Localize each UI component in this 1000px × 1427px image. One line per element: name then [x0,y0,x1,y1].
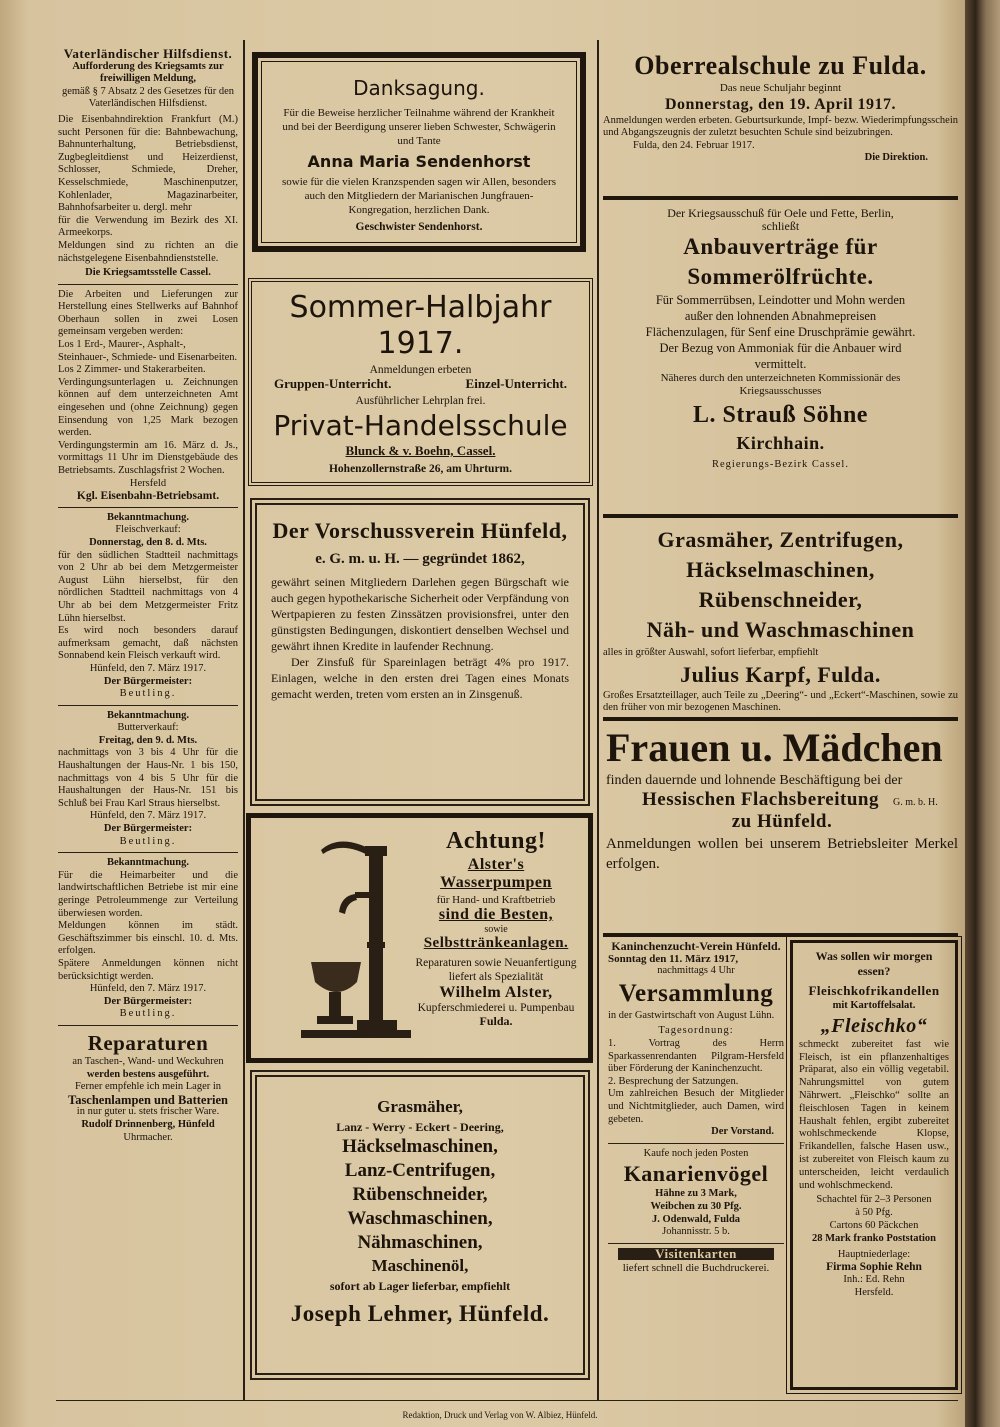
hilfsdienst-text: Die Eisenbahndirektion Frankfurt (M.) sucht Personen für die: Bahnbewachung, Bahnunterhaltung, Betriebsdienst, Zugbegleitdienst und Heizerdienst, Schlosser, Schmiede, Dreher, Kesselschmiede, Maschinenputzer, Kohlenlader, Magazinarbeiter, Bahnhofsarbeiter u. dergl. mehr [58,113,238,214]
kaninchen-item-3: Um zahlreichen Besuch der Mitglieder und Nichtmitglieder, auch Damen, wird gebeten. [608,1088,784,1125]
fleischko-city: Hersfeld. [854,1286,894,1298]
divider-thick [603,514,958,518]
flachs-name: Hessischen Flachsbereitung [642,789,879,810]
kanarien-title: Kanarienvögel [623,1161,769,1187]
fleischko-sub: mit Kartoffelsalat. [832,1000,916,1011]
column-rule-1 [243,40,245,1400]
flachs-name-row [606,789,958,810]
alster-for: für Hand- und Kraftbetrieb [436,894,556,906]
oberrealschule-text: Anmeldungen werden erbeten. Geburtsurkunde, Impf- bezw. Wiederimpfungsschein und Abgangszeugnis der zuletzt besuchten Schule sind beizubringen. [603,114,958,139]
bek3-place: Hünfeld, den 7. März 1917. [89,983,207,995]
lehmer-name: Joseph Lehmer, Hünfeld. [290,1301,550,1326]
lehmer-line-4: Lanz-Centrifugen, [344,1160,496,1181]
bek3-name: Beutling. [119,1008,177,1020]
bek3-title: Bekanntmachung. [107,857,189,869]
flachs-city: zu Hünfeld. [731,810,833,832]
karpf-name: Julius Karpf, Fulda. [680,661,881,687]
danksagung-text: Für die Beweise herzlicher Teilnahme während der Krankheit und bei der Beerdigung unserer lieben Schwester, Schwägerin und Tante [282,107,556,147]
divider [608,1143,784,1144]
hersfeld-place: Hersfeld [129,477,167,489]
lehmer-line-6: Waschmaschinen, [347,1208,493,1229]
divider-thick [603,717,958,721]
danksagung-signature: Geschwister Sendenhorst. [355,221,483,233]
bek1-subtitle: Fleischverkauf: [115,524,181,536]
frauen-text2: Anmeldungen wollen bei unserem Betriebsleiter Merkel erfolgen. [606,835,958,872]
footer-imprint: Redaktion, Druck und Verlag von W. Albiez, Hünfeld. [402,1410,598,1420]
handelsschule-types [262,376,579,392]
column-1 [58,48,238,1144]
alster-city: Fulda. [479,1014,513,1028]
bek1-name: Beutling. [119,688,177,700]
reparaturen-title: Reparaturen [87,1030,209,1055]
alster-title: Achtung! [445,828,546,854]
divider [58,1025,238,1026]
danksagung-text2: sowie für die vielen Kranzspenden sagen wir Allen, besonders auch den Mitgliedern der Marianischen Jungfrauen-Kongregation, herzlichen Dank. [281,176,556,216]
fleischko-text: schmeckt zubereitet fast wie Fleisch, ist ein pflanzenhaltiges Präparat, also ein völlig vegetabil. Nahrungsmittel von gutem Nährwert. „Fleischko“ sollte an fleischlosen Tagen in keinem Haushalt fehlen, ergibt zubereitet wohlschmeckende Klopse, Frikandellen, falsche Hasen usw., ist zubereitet von Fleisch kaum zu unterscheiden, leicht verdaulich und wohlschmeckend. [799,1038,949,1191]
vorschussverein-text2: Der Zinsfuß für Spareinlagen beträgt 4% pro 1917. Einlagen, welche in den ersten drei Tagen eines Monats gemacht werden, treten vom ersten an in Zinsgenuß. [271,655,569,701]
kaninchen-agenda: Tagesordnung: [658,1025,734,1037]
karpf-line-5: Großes Ersatzteillager, auch Teile zu „Deering“- und „Eckert“-Maschinen, sowie zu den früher von mir bezogenen Maschinen. [603,689,958,714]
fleischko-question: Was sollen wir morgen essen? [815,949,933,978]
hilfsdienst-title: Vaterländischer Hilfsdienst. [63,46,233,61]
kaninchen-time: nachmittags 4 Uhr [657,965,735,977]
hilfsdienst-area: für die Verwendung im Bezirk des XI. Armeekorps. [58,214,238,239]
bek1-place: Hünfeld, den 7. März 1917. [89,662,207,674]
bek1-note: Es wird noch besonders darauf aufmerksam gemacht, daß nächsten Sonnabend kein Fleisch verkauft wird. [58,625,238,662]
fleischko-owner: Inh.: Ed. Rehn [843,1274,905,1286]
fleischko-ad [790,940,958,1390]
visitenkarten-title: Visitenkarten [618,1248,774,1261]
handelsschule-ad [248,278,593,486]
kriegsausschuss-text: Für Sommerrübsen, Leindotter und Mohn werden außer den lohnenden Abnahmepreisen Flächenzulagen, für Senf eine Druschprämie gewährt. Der Bezug von Ammoniak für die Anbauer wird vermittelt. [645,293,916,372]
lehmer-line-3: Häckselmaschinen, [342,1136,498,1157]
bek1-text: für den südlichen Stadtteil nachmittags von 2 Uhr ab bei dem Metzgermeister August Lühn hierselbst, für den nördlichen Stadtteil nachmittags von 4 Uhr ab bei dem Metzgermeister Fritz Lühn hierselbst. [58,549,238,624]
strauss-city: Kirchhain. [736,433,825,454]
reparaturen-text5: in nur guter u. stets frischer Ware. [76,1106,220,1118]
kaninchen-head: Kaninchenzucht-Verein Hünfeld. [611,939,781,953]
kaninchen-ad [608,940,784,1275]
fleischko-firm: Firma Sophie Rehn [826,1261,922,1274]
kaninchen-item-1: 1. Vortrag des Herrn Sparkassenrendanten Pilgram-Hersfeld über Förderung der Kaninchenzucht. [608,1037,784,1075]
kriegsausschuss-ad [603,207,958,472]
alster-self: Selbsttränkeanlagen. [423,935,569,951]
fleischko-depot: Hauptniederlage: [837,1248,911,1260]
lehmer-line-7: Nähmaschinen, [357,1232,483,1253]
bek1-sig: Der Bürgermeister: [103,675,193,687]
karpf-line-4: alles in größter Auswahl, sofort lieferbar, empfiehlt [603,647,819,658]
kriegsausschuss-head: Der Kriegsausschuß für Oele und Fette, Berlin, [667,206,894,220]
bek2-place: Hünfeld, den 7. März 1917. [89,810,207,822]
handelsschule-owner: Blunck & v. Boehn, Cassel. [345,443,496,458]
handelsschule-reg: Anmeldungen erbeten [369,364,472,376]
oberrealschule-place: Fulda, den 24. Februar 1917. [633,139,755,151]
divider [58,705,238,706]
hilfsdienst-subtitle: Aufforderung des Kriegsamts zur freiwilligen Meldung, [72,60,224,85]
reparaturen-text4: Taschenlampen und Batterien [68,1092,228,1107]
lehmer-line-5: Rübenschneider, [352,1184,488,1205]
reparaturen-text2: werden bestens ausgeführt. [86,1068,210,1080]
divider-thick [603,933,958,937]
handelsschule-addr: Hohenzollernstraße 26, am Uhrturm. [328,463,513,475]
danksagung-name: Anna Maria Sendenhorst [307,152,531,171]
drinnenberg-trade: Uhrmacher. [123,1131,173,1143]
vorschussverein-title: Der Vorschussverein Hünfeld, [272,518,568,543]
kriegsausschuss-schliesst: schließt [761,218,800,233]
danksagung-ad [252,52,586,252]
lehmer-ad [250,1070,590,1380]
verdingung-termin: Verdingungstermin am 16. März d. Js., vormittags 11 Uhr im Dienstgebäude des Betriebsamts. Zuschlagsfrist 2 Wochen. [58,439,238,476]
vorschussverein-sub: e. G. m. u. H. — gegründet 1862, [315,551,525,567]
karpf-ad [603,525,958,715]
danksagung-title: Danksagung. [353,76,485,100]
reparaturen-text1: an Taschen-, Wand- und Weckuhren [72,1055,224,1067]
divider [58,507,238,508]
bek2-title: Bekanntmachung. [107,709,189,721]
bek1-date: Donnerstag, den 8. d. Mts. [89,536,207,548]
alster-trade: Kupferschmiederei u. Pumpenbau [417,1002,575,1014]
hilfsdienst-law: gemäß § 7 Absatz 2 des Gesetzes für den Vaterländischen Hilfsdienst. [61,85,235,110]
hilfsdienst-contact: Meldungen sind zu richten an die nächstgelegene Eisenbahndienststelle. [58,239,238,264]
fleischko-brand: „Fleischko“ [820,1014,928,1037]
kanarien-text2: Hähne zu 3 Mark, [655,1188,737,1200]
oberrealschule-ad [603,50,958,165]
lehmer-line-2: Lanz - Werry - Eckert - Deering, [336,1120,504,1134]
divider [58,852,238,853]
karpf-line-3: Näh- und Waschmaschinen [646,617,915,642]
alster-rep: Reparaturen sowie Neuanfertigung liefert als Spezialität [415,957,577,983]
divider [608,1243,784,1244]
reparaturen-text3: Ferner empfehle ich mein Lager in [74,1081,222,1093]
alster-sowie: sowie [484,924,508,935]
kanarien-text3: Weibchen zu 30 Pfg. [650,1200,742,1212]
strauss-name: L. Strauß Söhne [693,402,868,429]
los-2: Los 2 Zimmer- und Stakerarbeiten. [58,364,206,376]
einzel-unterricht: Einzel-Unterricht. [465,376,567,391]
water-pump-illustration [281,832,421,1052]
frauen-text1: finden dauernde und lohnende Beschäftigung bei der [606,773,903,788]
kriegsausschuss-title: Anbauverträge für Sommerölfrüchte. [683,234,878,290]
strauss-region: Regierungs-Bezirk Cassel. [712,459,849,471]
eisenbahn-signature: Kgl. Eisenbahn-Betriebsamt. [76,490,220,503]
kaninchen-item-2: 2. Besprechung der Satzungen. [608,1075,739,1087]
oberrealschule-sig: Die Direktion. [864,152,928,164]
kriegsausschuss-text2: Näheres durch den unterzeichneten Kommissionär des Kriegsausschusses [660,372,901,397]
next-page-edge [965,0,1000,1427]
bek3-text: Für die Heimarbeiter und die landwirtschaftlichen Betriebe ist mir eine geringe Petroleummenge zur Verteilung überwiesen worden. [58,869,238,919]
verdingung-text: Verdingungsunterlagen u. Zeichnungen können auf dem unterzeichneten Amt eingesehen und (ohne Zeichnung) gegen Einsendung von 1,25 Mark bezogen werden. [58,376,238,439]
fleischko-price-3: Cartons 60 Päckchen [829,1219,919,1231]
karpf-line-1: Grasmäher, Zentrifugen, [657,527,904,552]
flachs-ad [606,724,958,874]
kriegsamtsstelle-signature: Die Kriegsamtsstelle Cassel. [85,267,211,279]
kaninchen-date: Sonntag den 11. März 1917, [608,952,739,965]
karpf-line-2: Häckselmaschinen, Rübenschneider, [686,557,875,612]
alster-best: sind die Besten, [438,906,554,923]
column-rule-2 [597,40,599,1400]
bek1-title: Bekanntmachung. [107,511,189,523]
oberrealschule-date: Donnerstag, den 19. April 1917. [664,95,897,113]
oberrealschule-sub: Das neue Schuljahr beginnt [719,82,842,94]
kanarien-addr: Johannisstr. 5 b. [662,1226,730,1238]
bek3-text3: Spätere Anmeldungen können nicht berücksichtigt werden. [58,957,238,982]
fleischko-price-4: 28 Mark franko Poststation [812,1232,936,1244]
divider [58,284,238,285]
lehmer-line-1: Grasmäher, [377,1097,463,1116]
kanarien-text1: Kaufe noch jeden Posten [643,1147,749,1159]
los-1: Los 1 Erd-, Maurer-, Asphalt-, Steinhauer-, Schmiede- und Eisenarbeiten. [58,339,238,363]
bek2-subtitle: Butterverkauf: [117,722,179,734]
divider-thick [603,196,958,200]
kanarien-name: J. Odenwald, Fulda [651,1213,741,1225]
bek2-sig: Der Bürgermeister: [103,823,193,835]
lehmer-line-9: sofort ab Lager lieferbar, empfiehlt [329,1279,511,1293]
flachs-gmbh: G. m. b. H. [892,797,938,808]
handelsschule-plan: Ausführlicher Lehrplan frei. [355,395,486,407]
bek3-sig: Der Bürgermeister: [103,995,193,1007]
handelsschule-name: Privat-Handelsschule [273,409,568,442]
gruppen-unterricht: Gruppen-Unterricht. [274,376,392,391]
frauen-title: Frauen u. Mädchen [606,725,943,770]
bek2-text: nachmittags von 3 bis 4 Uhr für die Haushaltungen der Haus-Nr. 1 bis 150, nachmittags von 4 bis 5 Uhr für die Haushaltungen der Haus-Nr. 151 bis Schluß bei Frau Karl Straus hierselbst. [58,747,238,809]
visitenkarten-text: liefert schnell die Buchdruckerei. [622,1262,770,1275]
kaninchen-sig: Der Vorstand. [711,1126,774,1138]
alster-product: Alster's Wasserpumpen [440,856,552,891]
bek3-text2: Meldungen können im städt. Geschäftszimmer bis einschl. 10. d. Mts. erfolgen. [58,920,238,957]
fleischko-title: Fleischkofrikandellen [808,983,940,998]
kaninchen-loc: in der Gastwirtschaft von August Lühn. [608,1009,775,1021]
lehmer-line-8: Maschinenöl, [371,1256,469,1275]
drinnenberg-name: Rudolf Drinnenberg, Hünfeld [81,1118,215,1130]
vorschussverein-ad [250,498,590,806]
alster-name: Wilhelm Alster, [439,984,553,1001]
fleischko-price-2: à 50 Pfg. [855,1207,893,1219]
stellwerk-text: Die Arbeiten und Lieferungen zur Herstellung eines Stellwerks auf Bahnhof Oberhaun sollen in zwei Losen gemeinsam vergeben werden: [58,288,238,338]
fleischko-price-1: Schachtel für 2–3 Personen [816,1194,932,1206]
handelsschule-semester: Sommer-Halbjahr 1917. [289,290,552,361]
footer-rule [56,1400,958,1401]
vorschussverein-text: gewährt seinen Mitgliedern Darlehen gegen Bürgschaft wie auch gegen hypothekarische Sicherheit oder Verpfändung von Wertpapieren zu festen Zinssätzen provisionsfrei, unter den günstigsten Bedingungen, diskontiert denselben Wechsel und gewährt ihnen Kredite in laufender Rechnung. [271,575,569,653]
alster-ad [246,813,593,1063]
oberrealschule-title: Oberrealschule zu Fulda. [634,51,927,80]
bek2-date: Freitag, den 9. d. Mts. [98,734,198,746]
kaninchen-title: Versammlung [618,979,774,1007]
bek2-name: Beutling. [119,835,177,847]
